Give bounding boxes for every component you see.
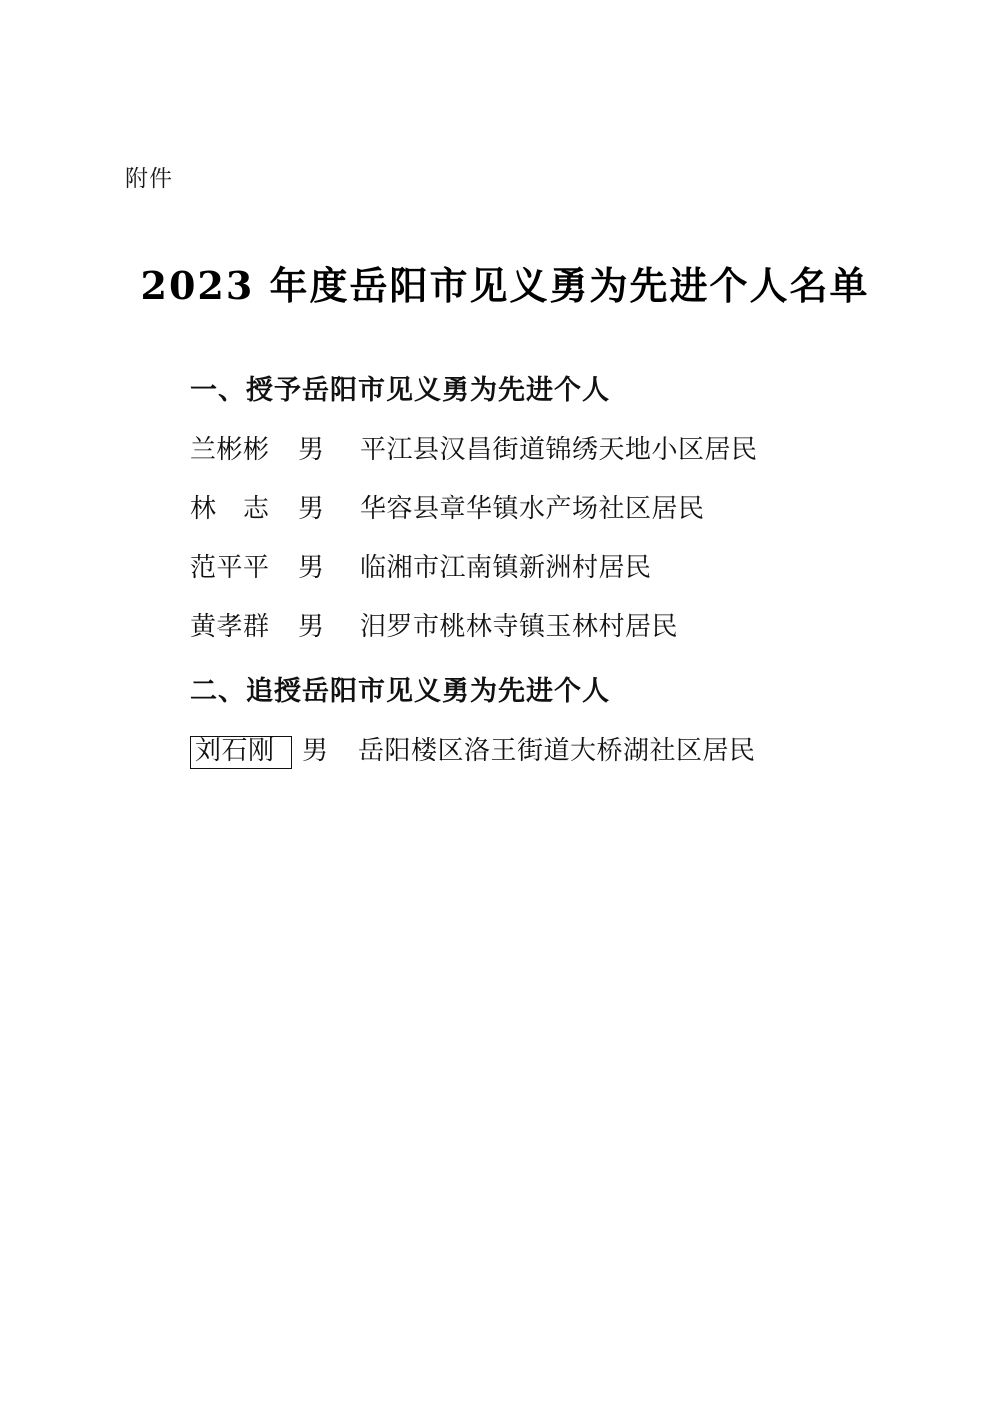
page-title: 2023 年度岳阳市见义勇为先进个人名单 <box>140 263 870 308</box>
section-heading-2: 二、追授岳阳市见义勇为先进个人 <box>190 676 610 707</box>
document-body <box>125 0 885 769</box>
section-heading-1: 一、授予岳阳市见义勇为先进个人 <box>190 375 610 406</box>
person-description: 岳阳楼区洛王街道大桥湖社区居民 <box>358 736 756 766</box>
person-gender: 男 <box>298 494 325 524</box>
list-item <box>125 429 885 466</box>
person-gender: 男 <box>302 736 329 766</box>
person-name-boxed: 刘石刚 <box>190 736 292 769</box>
person-description: 临湘市江南镇新洲村居民 <box>360 553 652 583</box>
person-description: 华容县章华镇水产场社区居民 <box>360 494 705 524</box>
person-name: 黄孝群 <box>190 612 270 642</box>
list-item <box>125 488 885 525</box>
award-list-2 <box>125 730 885 769</box>
list-item <box>125 730 885 769</box>
person-name: 林 志 <box>190 494 270 524</box>
person-name: 范平平 <box>190 553 270 583</box>
award-list-1 <box>125 429 885 643</box>
person-description: 平江县汉昌街道锦绣天地小区居民 <box>360 435 758 465</box>
person-gender: 男 <box>298 612 325 642</box>
person-gender: 男 <box>298 435 325 465</box>
attachment-label: 附件 <box>125 166 173 192</box>
person-gender: 男 <box>298 553 325 583</box>
list-item <box>125 547 885 584</box>
list-item <box>125 606 885 643</box>
person-name: 兰彬彬 <box>190 435 270 465</box>
person-description: 汨罗市桃林寺镇玉林村居民 <box>360 612 679 642</box>
